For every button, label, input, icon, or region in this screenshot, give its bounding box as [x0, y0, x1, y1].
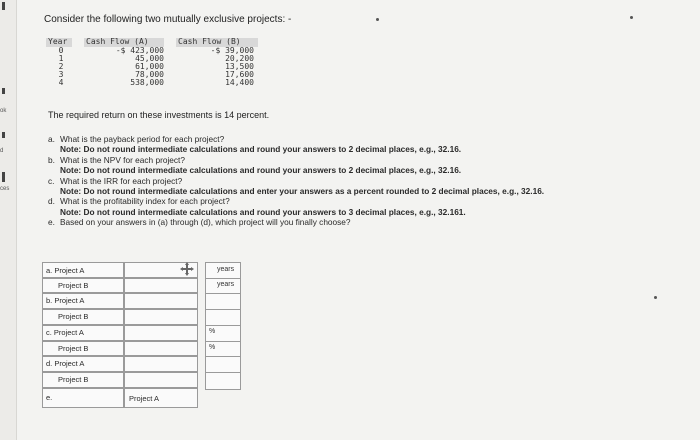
- answer-label: Project B: [58, 344, 89, 353]
- question-d: d. What is the profitability index for each project?: [48, 196, 230, 207]
- years-column: 0 1 2 3 4: [58, 46, 64, 87]
- note-c: Note: Do not round intermediate calculations and enter your answers as a percent rounded to 2 decimal places, e.g., 32.16.: [60, 186, 545, 197]
- question-intro: Consider the following two mutually exclusive projects: -: [44, 14, 292, 25]
- rail-text: d: [0, 148, 4, 154]
- pi-b-input[interactable]: [124, 372, 198, 388]
- question-c: c. What is the IRR for each project?: [48, 175, 183, 186]
- cash-flow-b-column: -$ 39,000 20,200 13,500 17,600 14,400: [210, 46, 254, 87]
- answer-label: Project B: [58, 375, 89, 384]
- table-header-b: Cash Flow (B): [176, 38, 258, 47]
- project-choice-value: Project A: [129, 394, 160, 403]
- question-list: [48, 134, 668, 228]
- rail-mark: [2, 132, 5, 138]
- rail-text: ces: [0, 186, 10, 192]
- stray-dot: [376, 18, 379, 21]
- question-a: a. What is the payback period for each project?: [48, 134, 225, 144]
- rail-mark: [2, 88, 5, 94]
- required-return-text: The required return on these investments is 14 percent.: [48, 110, 270, 120]
- table-header-a: Cash Flow (A): [84, 38, 164, 47]
- answer-label: a. Project A: [46, 266, 85, 275]
- npv-b-input[interactable]: [124, 309, 198, 325]
- pi-a-input[interactable]: [124, 356, 198, 372]
- unit-column: [205, 262, 260, 388]
- irr-a-input[interactable]: [124, 325, 198, 341]
- question-b: b. What is the NPV for each project?: [48, 154, 185, 165]
- answer-label: Project B: [58, 281, 89, 290]
- note-b: Note: Do not round intermediate calculations and round your answers to 2 decimal places, e.g., 32.16.: [60, 165, 462, 176]
- answer-label: e.: [46, 393, 53, 402]
- answer-label: c. Project A: [46, 328, 84, 337]
- cash-flow-a-column: -$ 423,000 45,000 61,000 78,000 538,000: [115, 46, 164, 87]
- answer-label: d. Project A: [46, 359, 85, 368]
- question-e: e. Based on your answers in (a) through (d), which project will you finally choose?: [48, 217, 351, 228]
- answer-label: Project B: [58, 312, 89, 321]
- npv-a-input[interactable]: [124, 293, 198, 309]
- rail-mark: [2, 172, 5, 182]
- unit-years-a: years: [217, 266, 235, 273]
- stray-dot: [630, 16, 633, 19]
- rail-text: ok: [0, 108, 7, 114]
- stray-dot: [654, 296, 657, 299]
- left-rail: [0, 0, 17, 440]
- move-cursor-icon: [180, 262, 194, 276]
- table-header-year: Year: [46, 38, 72, 47]
- unit-cell: [205, 372, 241, 390]
- project-choice-select[interactable]: [124, 388, 198, 408]
- rail-mark: [2, 2, 5, 10]
- irr-b-input[interactable]: [124, 341, 198, 356]
- unit-years-b: years: [217, 281, 235, 288]
- note-a: Note: Do not round intermediate calculations and round your answers to 2 decimal places, e.g., 32.16.: [60, 144, 462, 155]
- cash-flow-table: [46, 36, 260, 98]
- note-d: Note: Do not round intermediate calculations and round your answers to 3 decimal places, e.g., 32.161.: [60, 206, 466, 217]
- unit-pct-b: %: [209, 344, 216, 351]
- payback-b-input[interactable]: [124, 278, 198, 293]
- unit-pct-a: %: [209, 328, 216, 335]
- answer-label-cell: [42, 388, 124, 408]
- answer-label: b. Project A: [46, 296, 85, 305]
